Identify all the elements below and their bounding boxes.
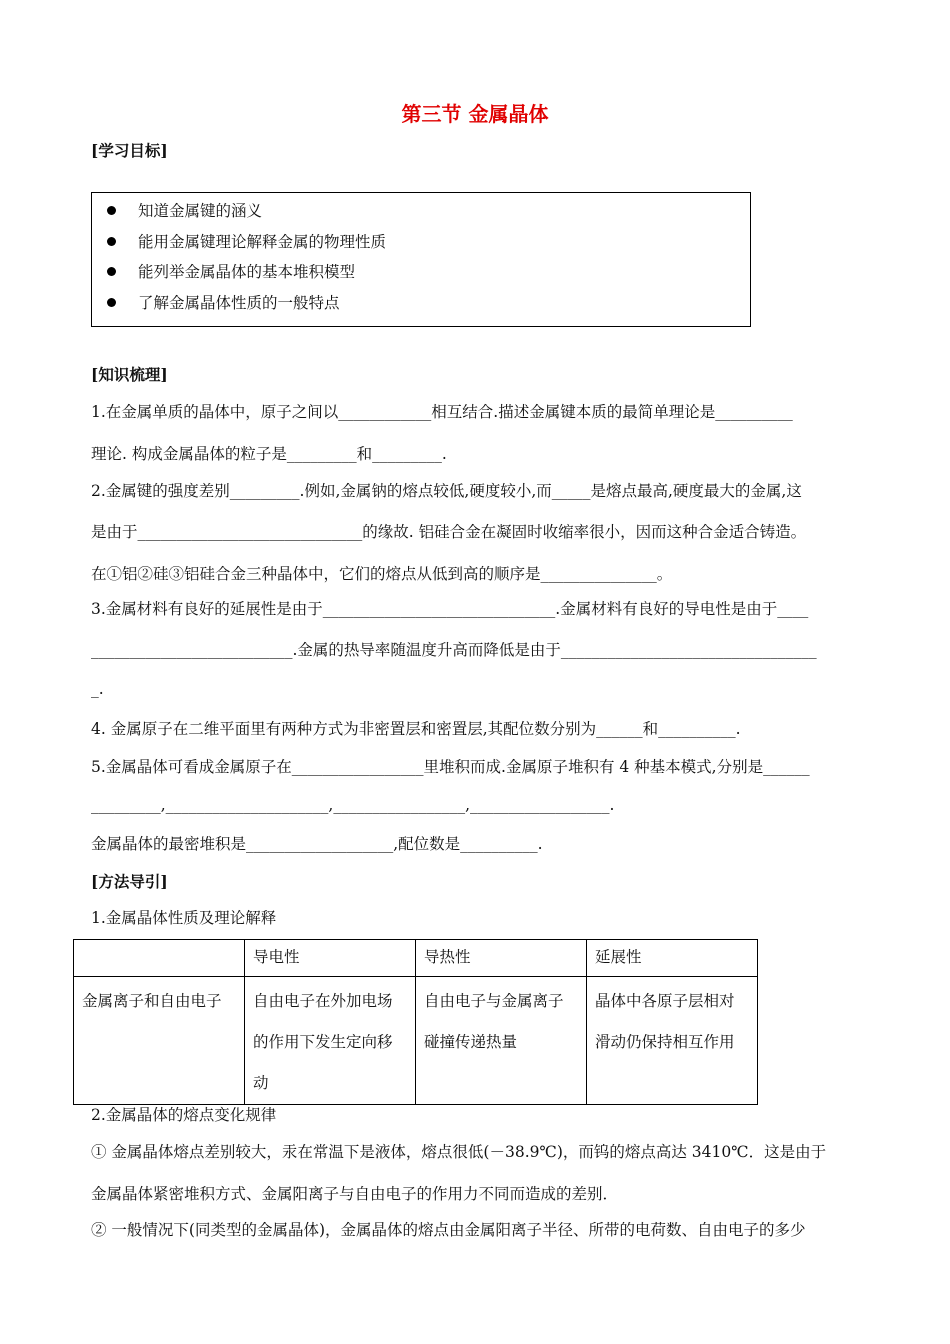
knowledge-line: _________,_____________________,_________________,__________________.	[91, 796, 615, 814]
table-header-cell	[74, 940, 245, 977]
method-subtitle: 1.金属晶体性质及理论解释	[91, 909, 277, 927]
page-title: 第三节 金属晶体	[401, 102, 549, 126]
method-heading: [方法导引]	[91, 872, 168, 891]
knowledge-line: 在①铝②硅③铝硅合金三种晶体中，它们的熔点从低到高的顺序是_______________。	[91, 565, 673, 583]
knowledge-line: 理论. 构成金属晶体的粒子是_________和_________.	[91, 445, 447, 463]
bullet-icon	[107, 267, 116, 276]
table-header-cell: 延展性	[587, 940, 758, 977]
bullet-icon	[107, 298, 116, 307]
table-header-cell: 导热性	[416, 940, 587, 977]
knowledge-line: 4. 金属原子在二维平面里有两种方式为非密置层和密置层,其配位数分别为______和__________.	[91, 720, 741, 738]
goal-text: 了解金属晶体性质的一般特点	[138, 294, 340, 312]
knowledge-heading: [知识梳理]	[91, 365, 168, 384]
body-line: ② 一般情况下(同类型的金属晶体)，金属晶体的熔点由金属阳离子半径、所带的电荷数、自由电子的多少	[91, 1221, 806, 1239]
body-line: 2.金属晶体的熔点变化规律	[91, 1106, 277, 1124]
knowledge-line: 1.在金属单质的晶体中，原子之间以____________相互结合.描述金属键本质的最简单理论是__________	[91, 403, 793, 421]
knowledge-line: __________________________.金属的热导率随温度升高而降低是由于_________________________________	[91, 641, 817, 659]
goal-text: 能用金属键理论解释金属的物理性质	[138, 233, 387, 251]
table-cell: 金属离子和自由电子	[74, 977, 245, 1105]
table-header-row	[74, 940, 758, 977]
knowledge-line: _.	[91, 680, 104, 698]
knowledge-line: 2.金属键的强度差别_________.例如,金属钠的熔点较低,硬度较小,而_____是熔点最高,硬度最大的金属,这	[91, 482, 802, 500]
table-header-cell: 导电性	[245, 940, 416, 977]
knowledge-line: 金属晶体的最密堆积是___________________,配位数是__________.	[91, 835, 543, 853]
goals-heading: [学习目标]	[91, 141, 168, 160]
goal-item	[92, 260, 732, 284]
knowledge-line: 是由于_____________________________的缘故. 铝硅合金在凝固时收缩率很小，因而这种合金适合铸造。	[91, 523, 807, 541]
body-line: ① 金属晶体熔点差别较大，汞在常温下是液体，熔点很低(－38.9℃)，而钨的熔点高达 3410℃．这是由于	[91, 1143, 827, 1161]
knowledge-line: 5.金属晶体可看成金属原子在_________________里堆积而成.金属原子堆积有 4 种基本模式,分别是______	[91, 758, 810, 776]
goal-text: 能列举金属晶体的基本堆积模型	[138, 263, 356, 281]
bullet-icon	[107, 206, 116, 215]
properties-table	[73, 939, 758, 1105]
table-row	[74, 977, 758, 1105]
table-cell: 自由电子与金属离子碰撞传递热量	[416, 977, 587, 1105]
body-line: 金属晶体紧密堆积方式、金属阳离子与自由电子的作用力不同而造成的差别．	[91, 1185, 619, 1203]
knowledge-line: 3.金属材料有良好的延展性是由于______________________________.金属材料有良好的导电性是由于____	[91, 600, 809, 618]
goal-item	[92, 230, 732, 254]
goal-text: 知道金属键的涵义	[138, 202, 263, 220]
bullet-icon	[107, 237, 116, 246]
goal-item	[92, 199, 732, 223]
table-cell: 自由电子在外加电场的作用下发生定向移动	[245, 977, 416, 1105]
goals-box	[91, 192, 751, 327]
goal-item	[92, 291, 732, 315]
table-cell: 晶体中各原子层相对滑动仍保持相互作用	[587, 977, 758, 1105]
